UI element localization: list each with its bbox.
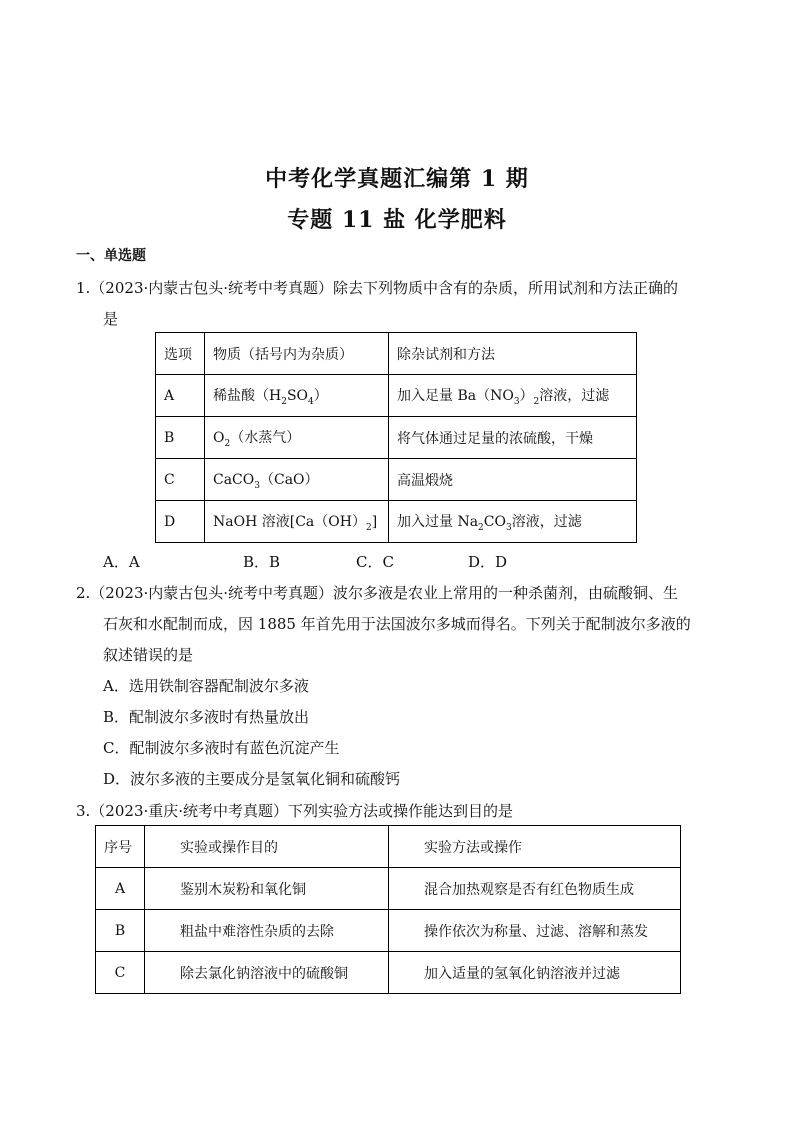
method-cell: 加入足量 $Ba(NO_3)_2$溶液，过滤 [389, 375, 637, 417]
method-cell: 将气体通过足量的浓硫酸，干燥 [389, 417, 637, 459]
q1-options [103, 551, 507, 572]
option-cell: A [96, 868, 145, 910]
option-a[interactable]: A．选用铁制容器配制波尔多液 [103, 677, 309, 695]
substance-cell: 稀盐酸$(H_2SO_4)$ [205, 375, 389, 417]
q1-table [155, 332, 637, 543]
table-row [156, 459, 637, 501]
option-d[interactable]: D．波尔多液的主要成分是氢氧化铜和硫酸钙 [103, 770, 401, 788]
option-d[interactable]: D．D [468, 553, 508, 571]
option-cell: D [156, 501, 205, 543]
q2-stem-line1: 2.（2023·内蒙古包头·统考中考真题）波尔多液是农业上常用的一种杀菌剂，由硫酸铜、生 [76, 584, 679, 602]
option-b[interactable]: B．B [243, 553, 281, 571]
method-cell: 加入适量的氢氧化钠溶液并过滤 [389, 952, 681, 994]
table-row [156, 417, 637, 459]
q2-stem-line3: 叙述错误的是 [103, 646, 194, 664]
table-header-cell: 实验或操作目的 [145, 826, 389, 868]
table-header-cell: 序号 [96, 826, 145, 868]
section-heading: 一、单选题 [76, 248, 146, 264]
table-row [96, 952, 681, 994]
method-cell: 高温煅烧 [389, 459, 637, 501]
method-cell: 混合加热观察是否有红色物质生成 [389, 868, 681, 910]
option-cell: B [96, 910, 145, 952]
option-cell: B [156, 417, 205, 459]
purpose-cell: 除去氯化钠溶液中的硫酸铜 [145, 952, 389, 994]
q3-stem: 3.（2023·重庆·统考中考真题）下列实验方法或操作能达到目的是 [76, 802, 514, 820]
table-header-row [156, 333, 637, 375]
purpose-cell: 粗盐中难溶性杂质的去除 [145, 910, 389, 952]
doc-subtitle: 专题 11 盐 化学肥料 [287, 207, 507, 233]
table-row [96, 910, 681, 952]
substance-cell: $O_2$（水蒸气） [205, 417, 389, 459]
q1-stem-line1: 1.（2023·内蒙古包头·统考中考真题）除去下列物质中含有的杂质，所用试剂和方法正确的 [76, 279, 679, 297]
option-cell: C [156, 459, 205, 501]
table-row [156, 375, 637, 417]
option-c[interactable]: C．配制波尔多液时有蓝色沉淀产生 [103, 739, 340, 757]
substance-cell: NaOH 溶液$[Ca(OH)_2]$ [205, 501, 389, 543]
option-c[interactable]: C．C [356, 553, 394, 571]
q3-table [95, 825, 681, 994]
option-cell: C [96, 952, 145, 994]
table-header-cell: 选项 [156, 333, 205, 375]
q2-stem-line2: 石灰和水配制而成，因 1885 年首先用于法国波尔多城而得名。下列关于配制波尔多液的 [103, 615, 691, 633]
option-b[interactable]: B．配制波尔多液时有热量放出 [103, 708, 310, 726]
q1-stem-line2: 是 [103, 310, 119, 328]
table-row [96, 868, 681, 910]
method-cell: 操作依次为称量、过滤、溶解和蒸发 [389, 910, 681, 952]
method-cell: 加入过量 $Na_2CO_3$溶液，过滤 [389, 501, 637, 543]
option-cell: A [156, 375, 205, 417]
table-row [156, 501, 637, 543]
purpose-cell: 鉴别木炭粉和氧化铜 [145, 868, 389, 910]
option-a[interactable]: A．A [103, 553, 140, 571]
doc-title: 中考化学真题汇编第 1 期 [265, 166, 529, 192]
table-header-cell: 实验方法或操作 [389, 826, 681, 868]
table-header-cell: 除杂试剂和方法 [389, 333, 637, 375]
table-header-cell: 物质（括号内为杂质） [205, 333, 389, 375]
substance-cell: CaCO$_3$（CaO） [205, 459, 389, 501]
table-header-row [96, 826, 681, 868]
